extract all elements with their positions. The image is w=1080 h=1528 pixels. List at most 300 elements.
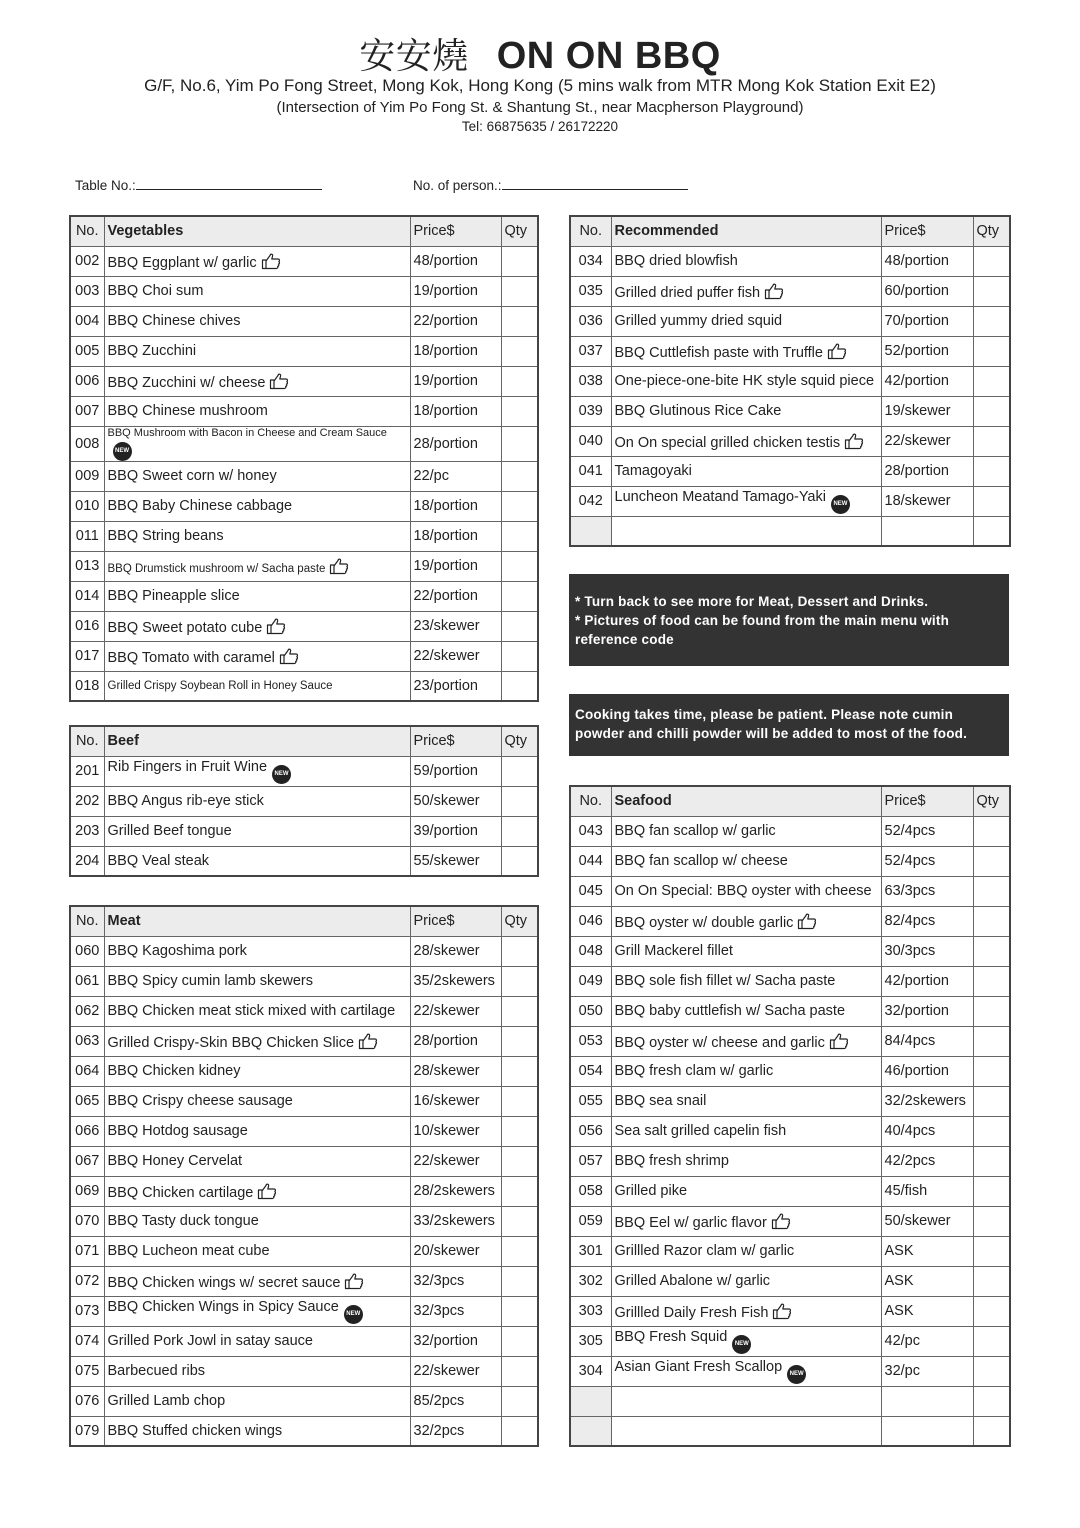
item-name-text: BBQ oyster w/ cheese and garlic	[614, 1034, 825, 1051]
item-price: ASK	[881, 1236, 973, 1266]
quantity-cell[interactable]	[501, 1086, 538, 1116]
item-name	[104, 966, 410, 996]
item-name	[611, 1146, 881, 1176]
item-price: 32/3pcs	[410, 1266, 501, 1296]
thumbs-up-icon	[261, 252, 281, 270]
item-name	[104, 1266, 410, 1296]
item-name	[104, 756, 410, 786]
item-name-text: BBQ Glutinous Rice Cake	[614, 403, 782, 419]
item-number: 018	[70, 671, 104, 701]
quantity-cell[interactable]	[973, 456, 1010, 486]
item-name-text: BBQ Veal steak	[107, 852, 210, 869]
item-name	[611, 366, 881, 396]
item-price: 52/4pcs	[881, 816, 973, 846]
item-name	[104, 246, 410, 276]
item-name	[104, 306, 410, 336]
quantity-cell[interactable]	[501, 816, 538, 846]
cooking-notice	[569, 694, 1009, 756]
item-number: 304	[570, 1356, 611, 1386]
column-header-price: Price$	[410, 216, 501, 246]
item-price: 48/portion	[410, 246, 501, 276]
item-number: 067	[70, 1146, 104, 1176]
item-number: 017	[70, 641, 104, 671]
column-header-no: No.	[570, 216, 611, 246]
item-name-text: BBQ Lucheon meat cube	[107, 1243, 270, 1259]
column-header-no: No.	[70, 726, 104, 756]
item-price: 42/portion	[881, 366, 973, 396]
cooking-notice-line2: powder and chilli powder will be added to most of the food.	[575, 726, 968, 741]
item-number: 041	[570, 456, 611, 486]
menu-item-row	[70, 306, 538, 336]
item-number: 008	[70, 426, 104, 461]
item-name-text: BBQ fresh clam w/ garlic	[614, 1063, 774, 1079]
item-number: 003	[70, 276, 104, 306]
item-name	[104, 1176, 410, 1206]
new-badge-icon: NEW	[732, 1335, 751, 1354]
quantity-cell[interactable]	[501, 426, 538, 461]
item-name	[104, 366, 410, 396]
item-number: 069	[70, 1176, 104, 1206]
menu-item-row	[570, 936, 1010, 966]
item-name	[104, 276, 410, 306]
item-name	[611, 846, 881, 876]
item-number: 040	[570, 426, 611, 456]
table-number-field	[75, 176, 322, 193]
menu-item-row	[570, 876, 1010, 906]
item-price: 82/4pcs	[881, 906, 973, 936]
item-price: 30/3pcs	[881, 936, 973, 966]
menu-item-row	[570, 906, 1010, 936]
item-price: 28/skewer	[410, 936, 501, 966]
item-price: 22/skewer	[410, 1356, 501, 1386]
item-name-text: Rib Fingers in Fruit Wine	[107, 758, 268, 775]
quantity-cell[interactable]	[501, 671, 538, 701]
item-name	[104, 396, 410, 426]
menu-item-row	[570, 306, 1010, 336]
item-name-text: Grilled Abalone w/ garlic	[614, 1273, 771, 1289]
menu-item-row	[570, 336, 1010, 366]
item-name	[611, 1416, 881, 1446]
item-price: 70/portion	[881, 306, 973, 336]
menu-item-row	[70, 816, 538, 846]
quantity-cell[interactable]	[501, 276, 538, 306]
item-name-text: BBQ sea snail	[614, 1093, 707, 1109]
item-price: 28/portion	[410, 426, 501, 461]
menu-item-row	[70, 966, 538, 996]
item-name	[611, 246, 881, 276]
menu-item-row	[70, 756, 538, 786]
item-number: 055	[570, 1086, 611, 1116]
item-name-text: Luncheon Meatand Tamago-Yaki	[614, 488, 826, 505]
menu-item-row	[570, 1386, 1010, 1416]
item-price: 55/skewer	[410, 846, 501, 876]
item-name	[104, 786, 410, 816]
item-name	[104, 936, 410, 966]
item-name	[104, 551, 410, 581]
menu-item-row	[70, 936, 538, 966]
quantity-cell[interactable]	[501, 336, 538, 366]
menu-item-row	[570, 1206, 1010, 1236]
beef-table	[69, 725, 539, 877]
item-price: 28/portion	[881, 456, 973, 486]
menu-item-row	[70, 641, 538, 671]
menu-item-row	[570, 1056, 1010, 1086]
menu-item-row	[70, 366, 538, 396]
menu-item-row	[570, 966, 1010, 996]
menu-item-row	[70, 1356, 538, 1386]
item-name	[104, 581, 410, 611]
column-header-qty: Qty	[501, 216, 538, 246]
quantity-cell[interactable]	[973, 1056, 1010, 1086]
menu-item-row	[70, 1206, 538, 1236]
item-number: 075	[70, 1356, 104, 1386]
item-price: 33/2skewers	[410, 1206, 501, 1236]
thumbs-up-icon	[329, 557, 349, 575]
item-price: 32/3pcs	[410, 1296, 501, 1326]
quantity-cell[interactable]	[973, 876, 1010, 906]
quantity-cell[interactable]	[973, 996, 1010, 1026]
item-name-text: One-piece-one-bite HK style squid piece	[614, 373, 875, 389]
quantity-cell[interactable]	[501, 521, 538, 551]
quantity-cell[interactable]	[501, 1416, 538, 1446]
column-header-qty: Qty	[501, 906, 538, 936]
menu-item-row	[570, 456, 1010, 486]
quantity-cell[interactable]	[501, 1236, 538, 1266]
item-name	[104, 611, 410, 641]
item-name	[104, 1146, 410, 1176]
item-number: 039	[570, 396, 611, 426]
item-number: 035	[570, 276, 611, 306]
item-price: 52/portion	[881, 336, 973, 366]
address-directions: (Intersection of Yim Po Fong St. & Shantung St., near Macpherson Playground)	[276, 99, 804, 116]
item-name	[611, 1236, 881, 1266]
menu-item-row	[570, 1116, 1010, 1146]
menu-item-row	[70, 491, 538, 521]
item-number: 302	[570, 1266, 611, 1296]
item-number: 011	[70, 521, 104, 551]
menu-item-row	[570, 396, 1010, 426]
menu-item-row	[570, 516, 1010, 546]
recommended-table	[569, 215, 1011, 547]
item-number: 202	[70, 786, 104, 816]
item-number: 060	[70, 936, 104, 966]
quantity-cell[interactable]	[973, 1356, 1010, 1386]
item-number: 054	[570, 1056, 611, 1086]
menu-item-row	[70, 521, 538, 551]
meat-table	[69, 905, 539, 1447]
item-name	[611, 1356, 881, 1386]
quantity-cell[interactable]	[501, 756, 538, 786]
item-name	[611, 996, 881, 1026]
column-header-qty: Qty	[973, 786, 1010, 816]
item-name-text: Asian Giant Fresh Scallop	[614, 1358, 783, 1375]
quantity-cell[interactable]	[973, 846, 1010, 876]
quantity-cell[interactable]	[501, 936, 538, 966]
menu-item-row	[70, 1086, 538, 1116]
quantity-cell[interactable]	[973, 1026, 1010, 1056]
quantity-cell[interactable]	[501, 1386, 538, 1416]
item-name	[104, 1116, 410, 1146]
menu-item-row	[70, 551, 538, 581]
item-price: 22/portion	[410, 306, 501, 336]
item-price: 42/2pcs	[881, 1146, 973, 1176]
item-number: 016	[70, 611, 104, 641]
item-name	[611, 1206, 881, 1236]
quantity-cell[interactable]	[501, 551, 538, 581]
thumbs-up-icon	[279, 647, 299, 665]
item-number: 004	[70, 306, 104, 336]
item-name-text: BBQ fresh shrimp	[614, 1153, 729, 1169]
person-count-blank[interactable]	[502, 176, 688, 190]
quantity-cell[interactable]	[501, 786, 538, 816]
quantity-cell[interactable]	[501, 1026, 538, 1056]
item-number: 057	[570, 1146, 611, 1176]
quantity-cell[interactable]	[973, 306, 1010, 336]
quantity-cell[interactable]	[501, 246, 538, 276]
item-price	[881, 516, 973, 546]
item-name-text: Grill Mackerel fillet	[614, 943, 733, 959]
item-name-text: BBQ oyster w/ double garlic	[614, 914, 794, 931]
quantity-cell[interactable]	[973, 276, 1010, 306]
quantity-cell[interactable]	[973, 336, 1010, 366]
column-header-no: No.	[70, 216, 104, 246]
quantity-cell[interactable]	[973, 936, 1010, 966]
menu-item-row	[70, 846, 538, 876]
menu-item-row	[70, 426, 538, 461]
item-number: 050	[570, 996, 611, 1026]
item-number: 009	[70, 461, 104, 491]
item-number: 062	[70, 996, 104, 1026]
item-name	[611, 306, 881, 336]
quantity-cell[interactable]	[501, 611, 538, 641]
item-number: 048	[570, 936, 611, 966]
table-number-blank[interactable]	[136, 176, 322, 190]
menu-item-row	[570, 816, 1010, 846]
item-number: 066	[70, 1116, 104, 1146]
quantity-cell[interactable]	[973, 486, 1010, 516]
item-price: 23/portion	[410, 671, 501, 701]
item-price: 52/4pcs	[881, 846, 973, 876]
item-name-text: BBQ Eggplant w/ garlic	[107, 254, 257, 271]
item-number: 070	[70, 1206, 104, 1236]
item-price: 50/skewer	[410, 786, 501, 816]
item-number: 006	[70, 366, 104, 396]
quantity-cell[interactable]	[501, 306, 538, 336]
item-price: 22/skewer	[410, 1146, 501, 1176]
item-price: 32/portion	[881, 996, 973, 1026]
item-name-text: BBQ Drumstick mushroom w/ Sacha paste	[107, 563, 326, 575]
item-number: 034	[570, 246, 611, 276]
quantity-cell[interactable]	[973, 816, 1010, 846]
quantity-cell[interactable]	[973, 1116, 1010, 1146]
item-price: 40/4pcs	[881, 1116, 973, 1146]
quantity-cell[interactable]	[973, 1176, 1010, 1206]
item-price: ASK	[881, 1296, 973, 1326]
quantity-cell[interactable]	[501, 461, 538, 491]
quantity-cell[interactable]	[501, 1356, 538, 1386]
quantity-cell[interactable]	[501, 396, 538, 426]
turn-back-notice-line1: * Turn back to see more for Meat, Dessert and Drinks.	[575, 594, 929, 609]
menu-item-row	[70, 1026, 538, 1056]
item-name-text: Grilled dried puffer fish	[614, 284, 761, 301]
quantity-cell[interactable]	[501, 1056, 538, 1086]
item-name	[611, 876, 881, 906]
new-badge-icon: NEW	[787, 1365, 806, 1384]
item-name-text: BBQ Chicken meat stick mixed with cartilage	[107, 1003, 396, 1019]
item-name-text: Grilled Lamb chop	[107, 1393, 226, 1409]
menu-item-row	[570, 426, 1010, 456]
menu-item-row	[570, 1236, 1010, 1266]
quantity-cell[interactable]	[973, 906, 1010, 936]
quantity-cell[interactable]	[501, 1266, 538, 1296]
quantity-cell[interactable]	[973, 426, 1010, 456]
item-name-text: BBQ Stuffed chicken wings	[107, 1422, 283, 1439]
item-price: 32/2pcs	[410, 1416, 501, 1446]
new-badge-icon: NEW	[831, 495, 850, 514]
quantity-cell[interactable]	[973, 516, 1010, 546]
item-number: 203	[70, 816, 104, 846]
menu-item-row	[570, 1146, 1010, 1176]
quantity-cell[interactable]	[501, 846, 538, 876]
item-price	[881, 1416, 973, 1446]
quantity-cell[interactable]	[973, 1146, 1010, 1176]
quantity-cell[interactable]	[501, 641, 538, 671]
menu-item-row	[570, 276, 1010, 306]
item-name-text: BBQ Mushroom with Bacon in Cheese and Cream Sauce	[107, 426, 387, 439]
quantity-cell[interactable]	[973, 246, 1010, 276]
item-name-text: BBQ baby cuttlefish w/ Sacha paste	[614, 1003, 846, 1019]
item-name-text: BBQ dried blowfish	[614, 253, 738, 269]
column-header-price: Price$	[410, 726, 501, 756]
section-title: Vegetables	[104, 216, 410, 246]
quantity-cell[interactable]	[973, 1326, 1010, 1356]
item-name-text: BBQ Honey Cervelat	[107, 1153, 243, 1169]
thumbs-up-icon	[772, 1302, 792, 1320]
item-name	[104, 816, 410, 846]
thumbs-up-icon	[771, 1212, 791, 1230]
quantity-cell[interactable]	[501, 366, 538, 396]
item-number: 059	[570, 1206, 611, 1236]
item-number	[570, 1416, 611, 1446]
turn-back-notice-line3: reference code	[575, 632, 674, 647]
item-name	[611, 1386, 881, 1416]
item-name-text: BBQ Spicy cumin lamb skewers	[107, 973, 313, 989]
quantity-cell[interactable]	[501, 966, 538, 996]
item-name	[611, 1056, 881, 1086]
quantity-cell[interactable]	[973, 396, 1010, 426]
item-price: 16/skewer	[410, 1086, 501, 1116]
restaurant-title	[0, 28, 1080, 79]
item-number: 013	[70, 551, 104, 581]
quantity-cell[interactable]	[973, 1206, 1010, 1236]
item-name	[104, 996, 410, 1026]
item-name-text: Grillled Daily Fresh Fish	[614, 1304, 769, 1321]
cooking-notice-line1: Cooking takes time, please be patient. Please note cumin	[575, 707, 954, 722]
vegetables-table	[69, 215, 539, 702]
menu-item-row	[70, 671, 538, 701]
quantity-cell[interactable]	[973, 1086, 1010, 1116]
item-number: 005	[70, 336, 104, 366]
section-title: Beef	[104, 726, 410, 756]
quantity-cell[interactable]	[501, 996, 538, 1026]
menu-item-row	[570, 366, 1010, 396]
item-price: 85/2pcs	[410, 1386, 501, 1416]
column-header-no: No.	[70, 906, 104, 936]
thumbs-up-icon	[358, 1032, 378, 1050]
item-number: 007	[70, 396, 104, 426]
quantity-cell[interactable]	[973, 1416, 1010, 1446]
quantity-cell[interactable]	[501, 581, 538, 611]
item-price: 59/portion	[410, 756, 501, 786]
thumbs-up-icon	[764, 282, 784, 300]
item-price: 32/portion	[410, 1326, 501, 1356]
item-price: 28/skewer	[410, 1056, 501, 1086]
item-number: 079	[70, 1416, 104, 1446]
quantity-cell[interactable]	[501, 1116, 538, 1146]
quantity-cell[interactable]	[501, 1326, 538, 1356]
person-count-label: No. of person.:	[413, 178, 502, 193]
quantity-cell[interactable]	[501, 1176, 538, 1206]
quantity-cell[interactable]	[501, 1206, 538, 1236]
item-name-text: BBQ Tomato with caramel	[107, 649, 275, 666]
item-number: 058	[570, 1176, 611, 1206]
item-name-text: Grilled Pork Jowl in satay sauce	[107, 1333, 313, 1349]
item-name	[104, 1386, 410, 1416]
item-name-text: BBQ Eel w/ garlic flavor	[614, 1214, 767, 1231]
item-name-text: BBQ Crispy cheese sausage	[107, 1093, 293, 1109]
item-name	[611, 1326, 881, 1356]
item-name	[104, 491, 410, 521]
item-name	[611, 516, 881, 546]
person-count-field	[413, 176, 688, 193]
item-name-text: BBQ Tasty duck tongue	[107, 1213, 259, 1229]
seafood-table	[569, 785, 1011, 1447]
item-name	[611, 456, 881, 486]
item-number: 045	[570, 876, 611, 906]
quantity-cell[interactable]	[973, 366, 1010, 396]
thumbs-up-icon	[257, 1182, 277, 1200]
item-name	[611, 906, 881, 936]
new-badge-icon: NEW	[344, 1305, 363, 1324]
item-name-text: BBQ Sweet potato cube	[107, 619, 263, 636]
item-name-text: On On special grilled chicken testis	[614, 434, 841, 451]
menu-item-row	[70, 1236, 538, 1266]
quantity-cell[interactable]	[973, 1296, 1010, 1326]
quantity-cell[interactable]	[501, 1146, 538, 1176]
restaurant-name-english: ON ON BBQ	[496, 35, 721, 77]
menu-item-row	[70, 996, 538, 1026]
menu-item-row	[70, 461, 538, 491]
quantity-cell[interactable]	[501, 1296, 538, 1326]
item-number: 038	[570, 366, 611, 396]
menu-item-row	[570, 846, 1010, 876]
item-name-text: BBQ Chicken cartilage	[107, 1184, 254, 1201]
item-price: 19/portion	[410, 276, 501, 306]
quantity-cell[interactable]	[973, 966, 1010, 996]
telephone: Tel: 66875635 / 26172220	[461, 119, 619, 134]
quantity-cell[interactable]	[973, 1236, 1010, 1266]
item-name-text: BBQ Cuttlefish paste with Truffle	[614, 344, 823, 361]
thumbs-up-icon	[827, 342, 847, 360]
menu-item-row	[70, 1176, 538, 1206]
quantity-cell[interactable]	[973, 1266, 1010, 1296]
address-line: G/F, No.6, Yim Po Fong Street, Mong Kok, Hong Kong (5 mins walk from MTR Mong Kok Station Exit E2)	[144, 76, 936, 95]
item-number: 042	[570, 486, 611, 516]
seafood-header-row	[570, 786, 1010, 816]
quantity-cell[interactable]	[973, 1386, 1010, 1416]
quantity-cell[interactable]	[501, 491, 538, 521]
item-name	[611, 1176, 881, 1206]
